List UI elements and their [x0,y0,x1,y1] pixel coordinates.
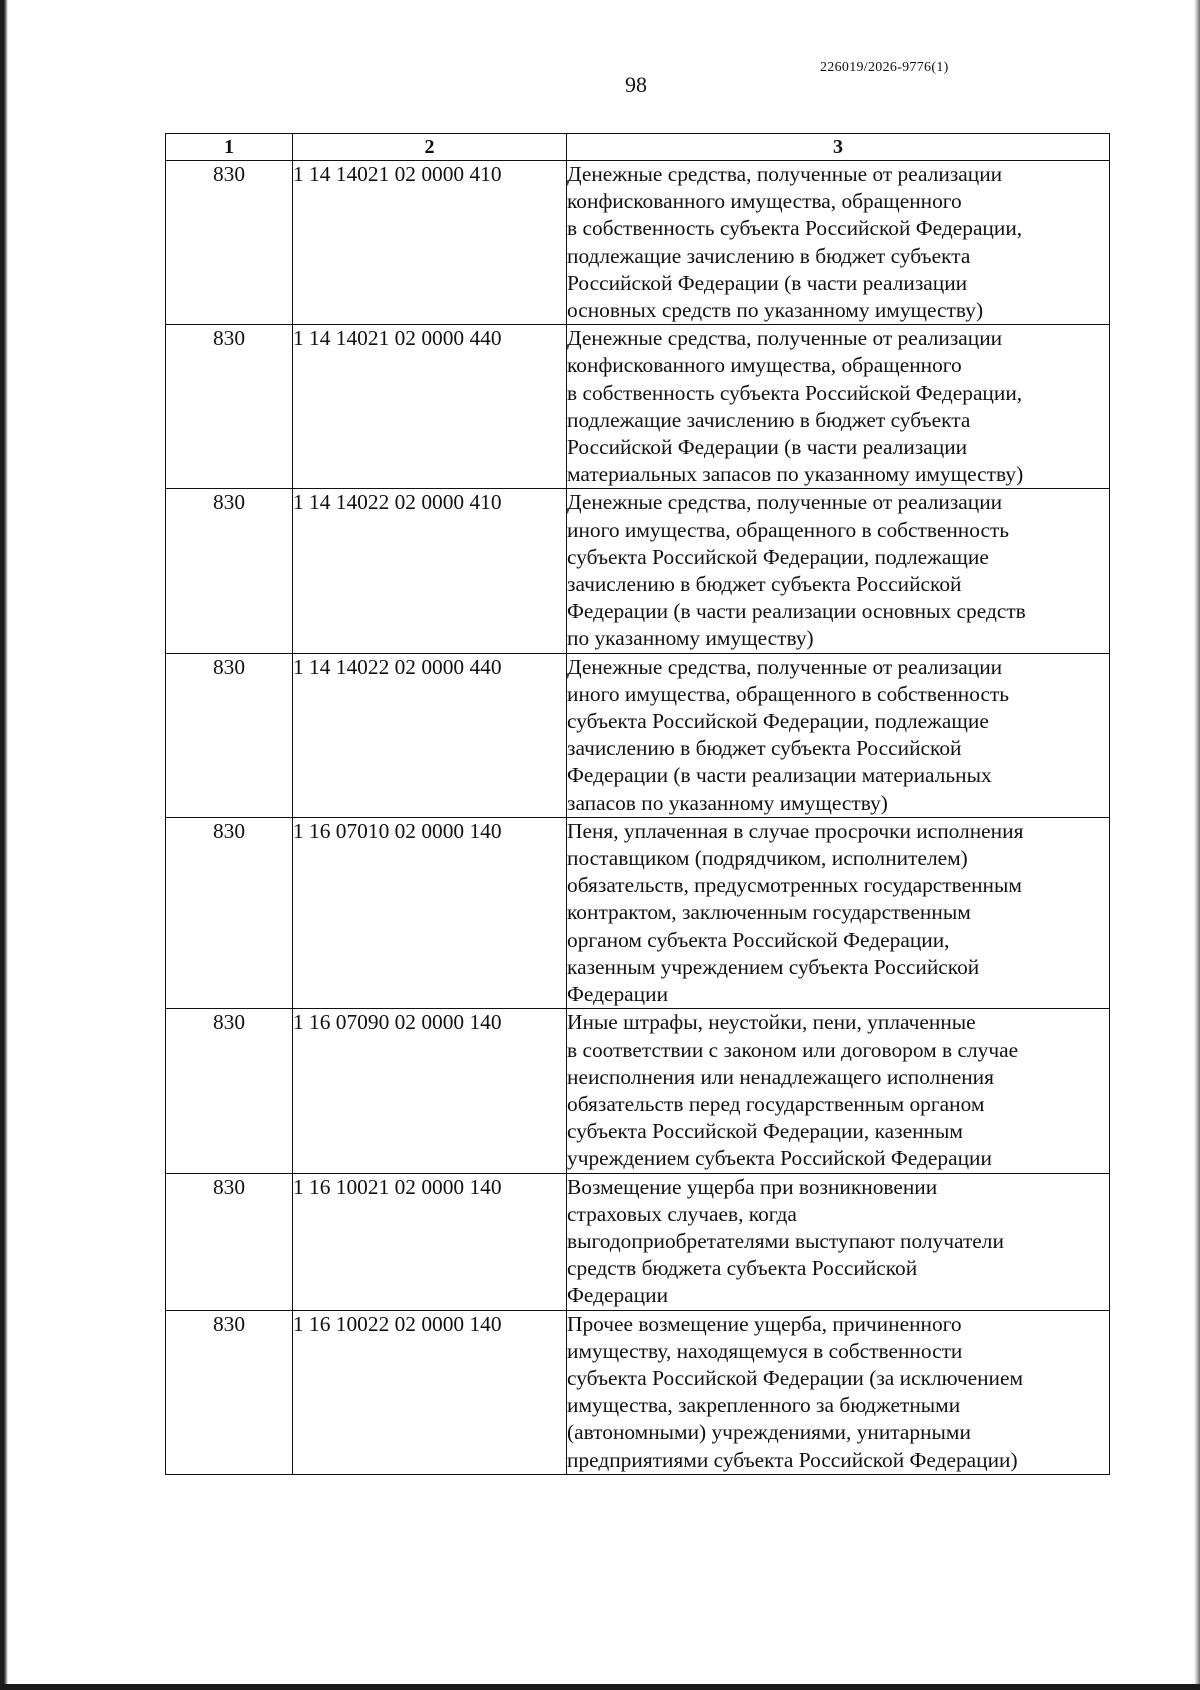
table-row [166,1173,1110,1310]
budget-classification-code-cell: 1 14 14022 02 0000 440 [293,653,567,817]
description-line: в собственность субъекта Российской Федерации, [567,380,1023,405]
description-line: Прочее возмещение ущерба, причиненного [567,1311,962,1336]
description-line: (автономными) учреждениями, унитарными [567,1420,971,1445]
column-header-1: 1 [166,134,293,161]
description-line: Денежные средства, полученные от реализации [567,326,1003,351]
description-line: Денежные средства, полученные от реализации [567,162,1003,186]
description-line: конфискованного имущества, обращенного [567,189,962,214]
budget-classification-code-cell: 1 16 10021 02 0000 140 [293,1173,567,1310]
table-row [166,489,1110,653]
budget-classification-code-cell: 1 16 07090 02 0000 140 [293,1009,567,1173]
description-line: по указанному имуществу) [567,626,814,651]
budget-classification-code-cell: 1 14 14022 02 0000 410 [293,489,567,653]
description-line: Федерации (в части реализации материальных [567,763,992,788]
description-line: предприятиями субъекта Российской Федерации) [567,1447,1018,1472]
description-line: субъекта Российской Федерации, подлежащие [567,709,989,734]
description-line: зачислению в бюджет субъекта Российской [567,572,962,597]
administrator-code-cell: 830 [166,817,293,1008]
budget-classification-code-cell: 1 16 07010 02 0000 140 [293,817,567,1008]
description-line: Денежные средства, полученные от реализации [567,654,1003,679]
description-line: материальных запасов по указанному имуществу) [567,462,1024,487]
revenue-description-cell [567,489,1110,653]
description-line: Российской Федерации (в части реализации [567,435,968,460]
table-header-row [166,134,1110,161]
table-row [166,817,1110,1008]
administrator-code-cell: 830 [166,161,293,325]
description-line: субъекта Российской Федерации (за исключением [567,1365,1023,1390]
administrator-code-cell: 830 [166,1009,293,1173]
description-line: имуществу, находящемуся в собственности [567,1338,963,1363]
document-id: 226019/2026-9776(1) [820,60,949,75]
table-row [166,161,1110,325]
administrator-code-cell: 830 [166,1310,293,1474]
scan-edge-right [1194,0,1200,1690]
table-body [166,161,1110,1475]
description-line: конфискованного имущества, обращенного [567,353,962,378]
description-line: обязательств, предусмотренных государственным [567,873,1022,898]
administrator-code-cell: 830 [166,653,293,817]
table-row [166,1310,1110,1474]
description-line: Федерации (в части реализации основных средств [567,599,1026,624]
revenue-description-cell [567,817,1110,1008]
description-line: страховых случаев, когда [567,1201,797,1226]
description-line: неисполнения или ненадлежащего исполнения [567,1064,994,1089]
description-line: Возмещение ущерба при возникновении [567,1174,938,1199]
description-line: обязательств перед государственным органом [567,1091,985,1116]
description-line: имущества, закрепленного за бюджетными [567,1393,961,1418]
description-line: зачислению в бюджет субъекта Российской [567,736,962,761]
budget-classification-code-cell: 1 14 14021 02 0000 440 [293,325,567,489]
revenue-description-cell [567,1310,1110,1474]
description-line: в собственность субъекта Российской Федерации, [567,216,1023,241]
table-row [166,653,1110,817]
description-line: Денежные средства, полученные от реализации [567,490,1003,515]
budget-classification-code-cell: 1 14 14021 02 0000 410 [293,161,567,325]
description-line: иного имущества, обращенного в собственность [567,681,1010,706]
administrator-code-cell: 830 [166,489,293,653]
description-line: Российской Федерации (в части реализации [567,270,968,295]
scan-edge-bottom [0,1684,1200,1690]
description-line: в соответствии с законом или договором в случае [567,1037,1019,1062]
description-line: Федерации [567,982,669,1007]
description-line: субъекта Российской Федерации, казенным [567,1119,963,1144]
description-line: Федерации [567,1283,669,1308]
revenue-description-cell [567,1173,1110,1310]
column-header-3: 3 [567,134,1110,161]
column-header-2: 2 [293,134,567,161]
description-line: учреждением субъекта Российской Федерации [567,1146,992,1171]
scan-edge-left [0,0,8,1690]
revenue-description-cell [567,1009,1110,1173]
description-line: выгодоприобретателями выступают получатели [567,1228,1004,1253]
description-line: средств бюджета субъекта Российской [567,1256,918,1281]
description-line: органом субъекта Российской Федерации, [567,927,950,952]
description-line: казенным учреждением субъекта Российской [567,954,980,979]
administrator-code-cell: 830 [166,325,293,489]
administrator-code-cell: 830 [166,1173,293,1310]
table-row [166,1009,1110,1173]
revenue-description-cell [567,653,1110,817]
description-line: подлежащие зачислению в бюджет субъекта [567,243,971,268]
description-line: запасов по указанному имуществу) [567,790,888,815]
description-line: Пеня, уплаченная в случае просрочки исполнения [567,818,1024,843]
revenue-description-cell [567,161,1110,325]
description-line: подлежащие зачислению в бюджет субъекта [567,407,971,432]
description-line: субъекта Российской Федерации, подлежащие [567,544,989,569]
description-line: контрактом, заключенным государственным [567,900,971,925]
page-number: 98 [625,72,647,97]
description-line: иного имущества, обращенного в собственность [567,517,1010,542]
budget-codes-table [165,133,1110,1475]
budget-classification-code-cell: 1 16 10022 02 0000 140 [293,1310,567,1474]
description-line: поставщиком (подрядчиком, исполнителем) [567,846,968,871]
revenue-description-cell [567,325,1110,489]
table-row [166,325,1110,489]
description-line: Иные штрафы, неустойки, пени, уплаченные [567,1010,976,1035]
description-line: основных средств по указанному имуществу) [567,298,984,323]
